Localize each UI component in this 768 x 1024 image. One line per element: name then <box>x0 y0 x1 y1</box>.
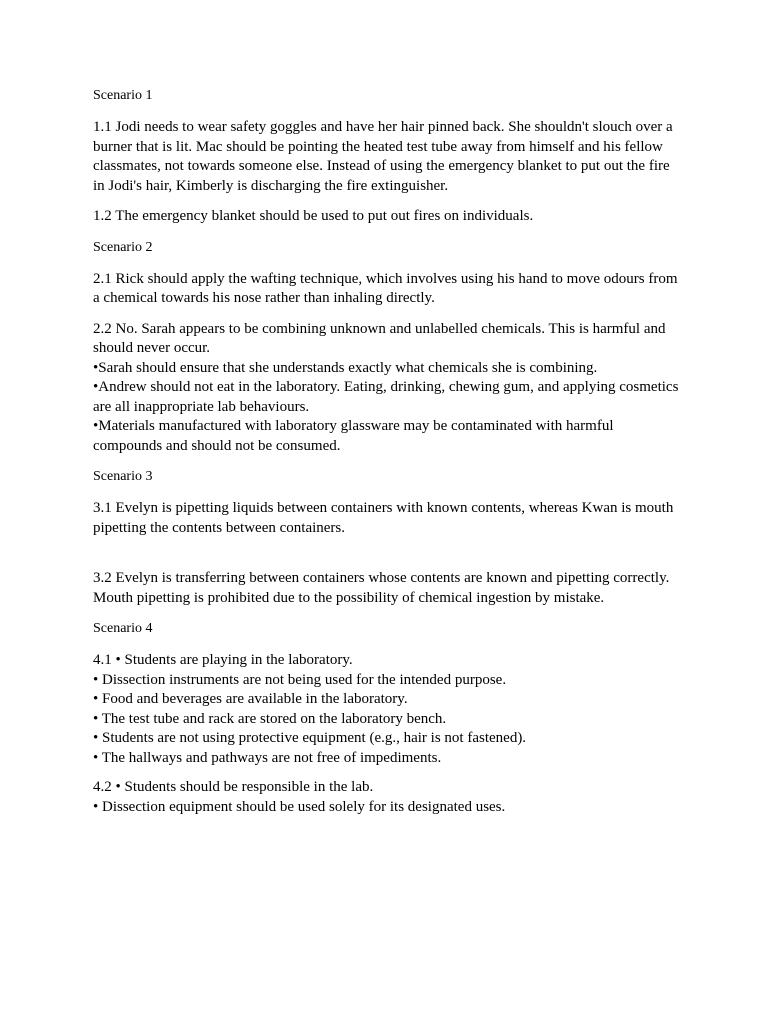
document-page <box>93 86 683 828</box>
scenario-heading: Scenario 1 <box>93 88 153 103</box>
answer-bullet: • The hallways and pathways are not free of impediments. <box>93 749 442 766</box>
answer-bullet: • Dissection instruments are not being used for the intended purpose. <box>93 671 507 688</box>
scenario-heading: Scenario 3 <box>93 469 153 484</box>
answer-bullet: • Dissection equipment should be used solely for its designated uses. <box>93 798 506 815</box>
answer-bullet: • The test tube and rack are stored on the laboratory bench. <box>93 710 447 727</box>
answer-paragraph: 1.2 The emergency blanket should be used to put out fires on individuals. <box>93 208 534 224</box>
scenario-heading: Scenario 2 <box>93 239 153 255</box>
answer-list <box>93 778 683 817</box>
answer-paragraph: 3.1 Evelyn is pipetting liquids between containers with known contents, whereas Kwan is mouth pipetting the contents between containers. <box>93 500 674 536</box>
answer-paragraph: 1.1 Jodi needs to wear safety goggles and have her hair pinned back. She shouldn't slouch over a burner that is lit. Mac should be pointing the heated test tube away from himself and his fellow classmates, not towards someone else. Instead of using the emergency blanket to put out the fire in Jodi's hair, Kimberly is discharging the fire extinguisher. <box>93 119 673 194</box>
answer-bullet: • Students are not using protective equipment (e.g., hair is not fastened). <box>93 730 527 746</box>
answer-bullet: •Sarah should ensure that she understands exactly what chemicals she is combining. <box>93 359 598 376</box>
scenario-heading: Scenario 4 <box>93 621 153 636</box>
answer-paragraph: 2.1 Rick should apply the wafting technique, which involves using his hand to move odours from a chemical towards his nose rather than inhaling directly. <box>93 270 678 306</box>
answer-list <box>93 651 683 768</box>
answer-bullet: •Materials manufactured with laboratory glassware may be contaminated with harmful compounds and should not be consumed. <box>93 418 614 454</box>
answer-bullet: 4.2 • Students should be responsible in the lab. <box>93 779 374 795</box>
blank-line <box>93 549 683 569</box>
answer-list <box>93 320 683 457</box>
answer-bullet: •Andrew should not eat in the laboratory. Eating, drinking, chewing gum, and applying cosmetics are all inappropriate lab behaviours. <box>93 379 679 415</box>
answer-bullet: • Food and beverages are available in the laboratory. <box>93 691 408 707</box>
answer-line: 2.2 No. Sarah appears to be combining unknown and unlabelled chemicals. This is harmful and should never occur. <box>93 320 666 356</box>
answer-bullet: 4.1 • Students are playing in the laboratory. <box>93 652 353 668</box>
answer-paragraph: 3.2 Evelyn is transferring between containers whose contents are known and pipetting correctly. Mouth pipetting is prohibited due to the possibility of chemical ingestion by mistake. <box>93 570 670 606</box>
